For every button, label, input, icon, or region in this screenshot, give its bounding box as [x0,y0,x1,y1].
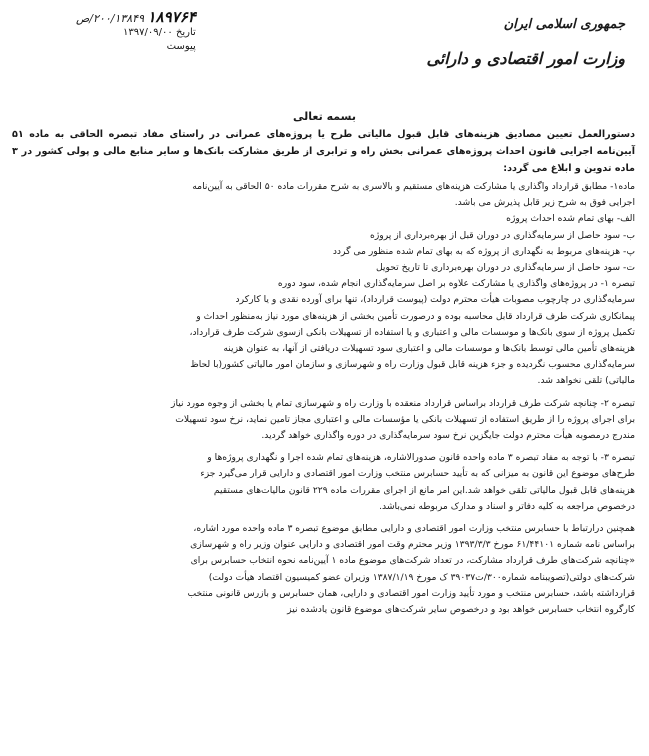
letterhead-republic: جمهوری اسلامی ایران [503,17,625,32]
also-line2: براساس نامه شماره ۶۱/۴۴۱۰۱ مورخ ۱۳۹۳/۳/۳ وزیر محترم وقت امور اقتصادی و دارایی عنوان وزیر راه و شهرسازی [190,539,635,551]
letter-reference [76,10,196,26]
document-title: دستورالعمل تعیین مصادیق هزینه‌های قابل قبول مالیاتی طرح یا پروژه‌های عمرانی در راستای مفاد تبصره الحاقی به ماده ۵۱ آیین‌نامه اجرایی قانون احداث پروژه‌های عمرانی بخش راه و ترابری از طریق مشارکت بانک‌ها و سایر منابع مالی و پولی کشور در ۳ ماده تدوین و ابلاغ می گردد: [12,129,635,174]
note-3-line3: هزینه‌های قابل قبول مالیاتی تلقی خواهد شد.این امر مانع از اجرای مقررات ماده ۲۲۹ قانون مالیات‌های مستقیم [213,484,635,496]
also-line5: قرارداشته باشد، حسابرس منتخب و مورد تأیید وزارت امور اقتصادی و دارایی، همان حسابرس و بازرس قانونی منتخب [187,587,635,599]
note-1-line3: پیمانکاری شرکت طرف قرارداد قابل محاسبه بوده و درصورت تأمین بخشی از هزینه‌های مورد نیاز به‌منظور احداث و [196,310,635,322]
note-2-line2: برای اجرای پروژه را از طریق استفاده از تسهیلات بانکی یا مؤسسات مالی و اعتباری مجاز تامین نماید، نرخ سود تسهیلات [175,413,635,425]
note-1-line4: تکمیل پروژه از سوی بانک‌ها و موسسات مالی و اعتباری و یا استفاده از تسهیلات بانکی ازسوی شرکت طرف قرارداد، [189,326,635,338]
also-line6: کارگروه انتخاب حسابرس خواهد بود و درخصوص سایر شرکت‌های موضوع قانون یادشده نیز [287,604,635,616]
also-paragraph: همچنین درارتباط با حسابرس منتخب وزارت امور اقتصادی و دارایی مطابق موضوع تبصره ۳ ماده واحده مورد اشاره، [193,523,635,535]
also-line4: شرکت‌های دولتی(تصویبنامه شماره۳۰۰/ت۳۹۰۳۷ ک مورخ ۱۳۸۷/۱/۱۹ وزیران عضو کمیسیون اقتصاد هیأت دولت) [208,571,635,583]
note-3-line2: طرح‌های موضوع این قانون به میزانی که به تأیید حسابرس منتخب وزارت امور اقتصادی و دارایی قرار می‌گیرد جزء [200,468,635,480]
item-alef: الف- بهای تمام شده احداث پروژه [506,213,635,225]
note-1-line6: سرمایه‌گذاری محسوب نگردیده و جزء هزینه قابل قبول وزارت راه و شهرسازی و سازمان امور مالیاتی کشور(با لحاظ [190,359,635,371]
article-1-cont: اجرایی فوق به شرح زیر قابل پذیرش می باشد. [454,197,635,209]
item-be: ب- سود حاصل از سرمایه‌گذاری در دوران قبل از بهره‌برداری از پروژه [370,229,635,241]
letterhead-ministry: وزارت امور اقتصادی و دارائی [426,49,625,68]
attachment-label: پیوست [166,41,196,52]
letter-meta [76,10,196,54]
letter-number: ۲۰۰/۱۳۸۴۹/ص [76,12,144,25]
article-1: ماده۱- مطابق قرارداد واگذاری یا مشارکت هزینه‌های مستقیم و بالاسری به شرح مقررات ماده ۵۰ الحاقی به آیین‌نامه [192,181,635,192]
note-3: تبصره ۳- با توجه به مفاد تبصره ۳ ماده واحده قانون صدورالاشاره، هزینه‌های تمام شده اجرا و نگهداری پروژه‌ها و [207,452,635,464]
document-body [12,126,635,618]
note-2-line3: مندرج درمصوبه هیأت محترم دولت جایگزین نرخ سود سرمایه‌گذاری در دوره واگذاری خواهد گردید. [261,430,635,442]
date-row [76,26,196,40]
note-1-line5: هزینه‌های تأمین مالی توسط بانک‌ها و موسسات مالی و اعتباری سود تسهیلات دریافتی از آنها، به عنوان هزینه [223,343,635,355]
bismillah: بسمه تعالی [293,110,356,123]
item-te: ت- سود حاصل از سرمایه‌گذاری در دوران بهره‌برداری تا تاریخ تحویل [375,262,635,274]
item-pe: پ- هزینه‌های مربوط به نگهداری از پروژه که به بهای تمام شده منظور می گردد [332,245,635,257]
also-line3: «چنانچه شرکت‌های طرف قرارداد مشارکت، در تعداد شرکت‌های موضوع ماده ۱ آیین‌نامه نحوه انتخاب حسابرس برای [190,555,635,567]
stamp-number: ۱۸۹۷۶۴ [147,8,196,26]
date-label: تاریخ [175,27,196,38]
note-2: تبصره ۲- چنانچه شرکت طرف قرارداد براساس قرارداد منعقده با وزارت راه و شهرسازی تمام یا بخشی از وجوه مورد نیاز [171,397,635,409]
date-value: ۱۳۹۷/۰۹/۰۰ [123,27,173,38]
letterhead [426,14,625,72]
note-3-line4: درخصوص مراجعه به کلیه دفاتر و اسناد و مدارک مربوطه نمی‌باشد. [379,500,635,512]
note-1-line7: مالیاتی) تلقی نخواهد شد. [537,375,635,387]
note-1: تبصره ۱- در پروژه‌های واگذاری یا مشارکت علاوه بر اصل سرمایه‌گذاری انجام شده، سود دوره [277,278,635,290]
note-1-line2: سرمایه‌گذاری در چارچوب مصوبات هیأت محترم دولت (پیوست قرارداد)، تنها برای آورده نقدی و یا کارکرد [235,294,635,306]
attachment-row [76,40,196,54]
